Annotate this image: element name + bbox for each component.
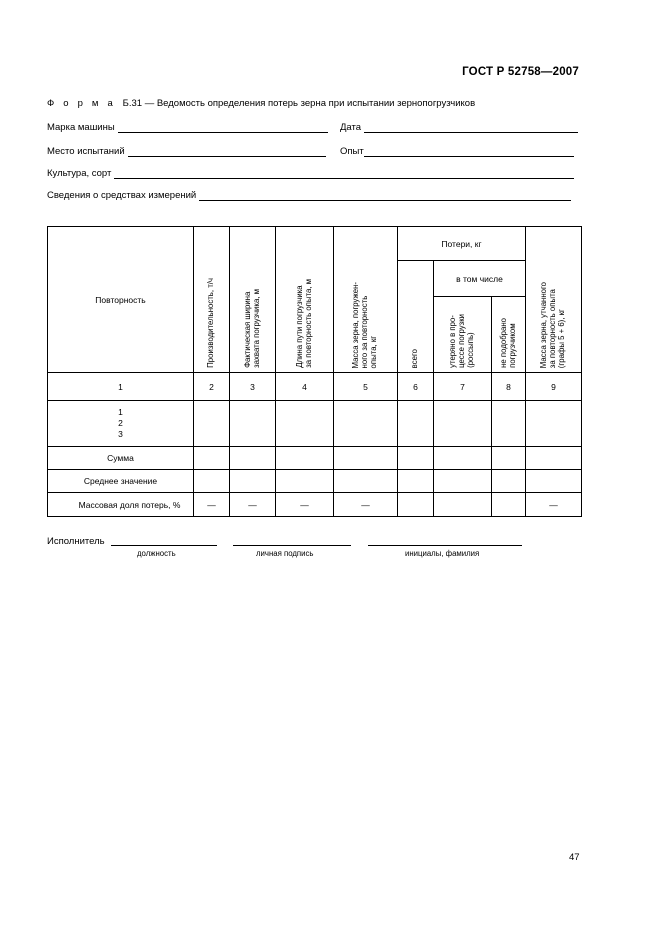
header-total (398, 261, 434, 373)
crop-line[interactable] (114, 168, 574, 179)
experiment-field[interactable] (340, 146, 574, 157)
dash-cell: — (526, 493, 582, 517)
header-not-picked-line2: погрузчиком (507, 323, 517, 368)
header-not-picked-text (500, 312, 518, 372)
table-cell[interactable] (398, 493, 434, 517)
header-productivity-text: Производительность, т/ч (206, 278, 216, 368)
header-mass-trampled (526, 227, 582, 373)
date-line[interactable] (364, 122, 578, 133)
table-cell[interactable] (526, 401, 582, 447)
crop-label: Культура, сорт (47, 168, 112, 179)
dash-cell: — (334, 493, 398, 517)
form-title (47, 98, 475, 109)
experiment-label: Опыт (340, 146, 364, 157)
header-including: в том числе (434, 261, 526, 297)
table-cell[interactable] (434, 470, 492, 493)
repetition-1: 1 (118, 407, 123, 417)
signature-caption: личная подпись (256, 549, 314, 558)
table-cell[interactable] (194, 470, 230, 493)
table-cell[interactable] (334, 447, 398, 470)
column-number: 5 (334, 373, 398, 401)
table-cell[interactable] (434, 447, 492, 470)
machine-field[interactable] (47, 122, 328, 133)
column-number: 8 (492, 373, 526, 401)
column-number: 2 (194, 373, 230, 401)
column-numbers-row (48, 373, 582, 401)
repetitions-cell (48, 401, 194, 447)
table-cell[interactable] (492, 470, 526, 493)
position-line[interactable] (111, 545, 217, 546)
header-mass-loaded-line2: ного за повторность (360, 295, 370, 368)
table-cell[interactable] (334, 470, 398, 493)
header-mass-trampled-text (540, 276, 567, 372)
instruments-line[interactable] (199, 190, 571, 201)
page-number: 47 (569, 852, 580, 863)
table-cell[interactable] (230, 470, 276, 493)
header-width-text (244, 283, 262, 372)
table-cell[interactable] (334, 401, 398, 447)
header-mass-loaded-text (352, 276, 379, 372)
header-not-picked (492, 297, 526, 373)
loss-share-row (48, 493, 582, 517)
form-prefix: Ф о р м а (47, 98, 116, 109)
repetition-2: 2 (118, 418, 123, 428)
document-code: ГОСТ Р 52758—2007 (462, 66, 579, 78)
place-label: Место испытаний (47, 146, 125, 157)
column-number: 6 (398, 373, 434, 401)
column-number: 1 (48, 373, 194, 401)
place-line[interactable] (128, 146, 326, 157)
header-width (230, 227, 276, 373)
header-not-picked-line1: не подобрано (498, 318, 508, 368)
header-total-text: всего (410, 348, 420, 368)
losses-table (47, 226, 582, 517)
column-number: 3 (230, 373, 276, 401)
dash-cell: — (194, 493, 230, 517)
executor-label: Исполнитель (47, 536, 105, 547)
table-cell[interactable] (398, 401, 434, 447)
table-cell[interactable] (194, 401, 230, 447)
initials-line[interactable] (368, 545, 522, 546)
column-number: 9 (526, 373, 582, 401)
header-lost-text (449, 308, 476, 372)
position-caption: должность (137, 549, 176, 558)
header-lost-line3: (россыпь) (465, 332, 475, 368)
table-cell[interactable] (398, 447, 434, 470)
header-width-line1: Фактическая ширина (242, 291, 252, 368)
table-cell[interactable] (276, 401, 334, 447)
header-path-line2: за повторность опыта, м (303, 279, 313, 368)
header-productivity (194, 227, 230, 373)
experiment-line[interactable] (364, 146, 574, 157)
header-width-line2: захвата погрузчика, м (251, 289, 261, 368)
sum-row (48, 447, 582, 470)
table-cell[interactable] (492, 493, 526, 517)
table-cell[interactable] (434, 493, 492, 517)
dash-cell: — (230, 493, 276, 517)
machine-line[interactable] (118, 122, 328, 133)
table-cell[interactable] (526, 447, 582, 470)
header-path (276, 227, 334, 373)
date-label: Дата (340, 122, 362, 133)
header-lost-line2: цессе погрузки (457, 314, 467, 368)
machine-label: Марка машины (47, 122, 115, 133)
column-number: 7 (434, 373, 492, 401)
header-path-text (296, 273, 314, 372)
header-repetition: Повторность (48, 227, 194, 373)
column-number: 4 (276, 373, 334, 401)
header-mass-loaded-line3: опыта, кг (368, 335, 378, 368)
mean-row (48, 470, 582, 493)
date-field[interactable] (340, 122, 578, 133)
header-lost (434, 297, 492, 373)
table-cell[interactable] (276, 447, 334, 470)
header-mass-trampled-line3: (графы 5 + 6), кг (556, 308, 566, 368)
repetitions-row (48, 401, 582, 447)
signature-line[interactable] (233, 545, 351, 546)
table-cell[interactable] (276, 470, 334, 493)
table-cell[interactable] (194, 447, 230, 470)
header-mass-loaded-line1: Масса зерна, погружен- (351, 281, 361, 368)
table-cell[interactable] (230, 447, 276, 470)
header-lost-line1: утеряно в про- (448, 315, 458, 368)
header-losses: Потери, кг (398, 227, 526, 261)
table-cell[interactable] (434, 401, 492, 447)
table-cell[interactable] (398, 470, 434, 493)
loss-share-label: Массовая доля потерь, % (48, 493, 194, 517)
initials-caption: инициалы, фамилия (405, 549, 480, 558)
mean-label: Среднее значение (48, 470, 194, 493)
place-field[interactable] (47, 146, 326, 157)
header-mass-loaded (334, 227, 398, 373)
header-mass-trampled-line1: Масса зерна, утчанного (539, 281, 549, 368)
form-title-text: Б.31 — Ведомость определения потерь зерна при испытании зернопогрузчиков (122, 98, 476, 109)
table-cell[interactable] (230, 401, 276, 447)
instruments-field[interactable] (47, 190, 571, 201)
header-mass-trampled-line2: за повторность опыта (548, 288, 558, 368)
repetition-3: 3 (118, 429, 123, 439)
instruments-label: Сведения о средствах измерений (47, 190, 197, 201)
table-cell[interactable] (492, 447, 526, 470)
sum-label: Сумма (48, 447, 194, 470)
table-cell[interactable] (526, 470, 582, 493)
dash-cell: — (276, 493, 334, 517)
header-path-line1: Длина пути погрузчика (294, 285, 304, 368)
table-cell[interactable] (492, 401, 526, 447)
crop-field[interactable] (47, 168, 574, 179)
